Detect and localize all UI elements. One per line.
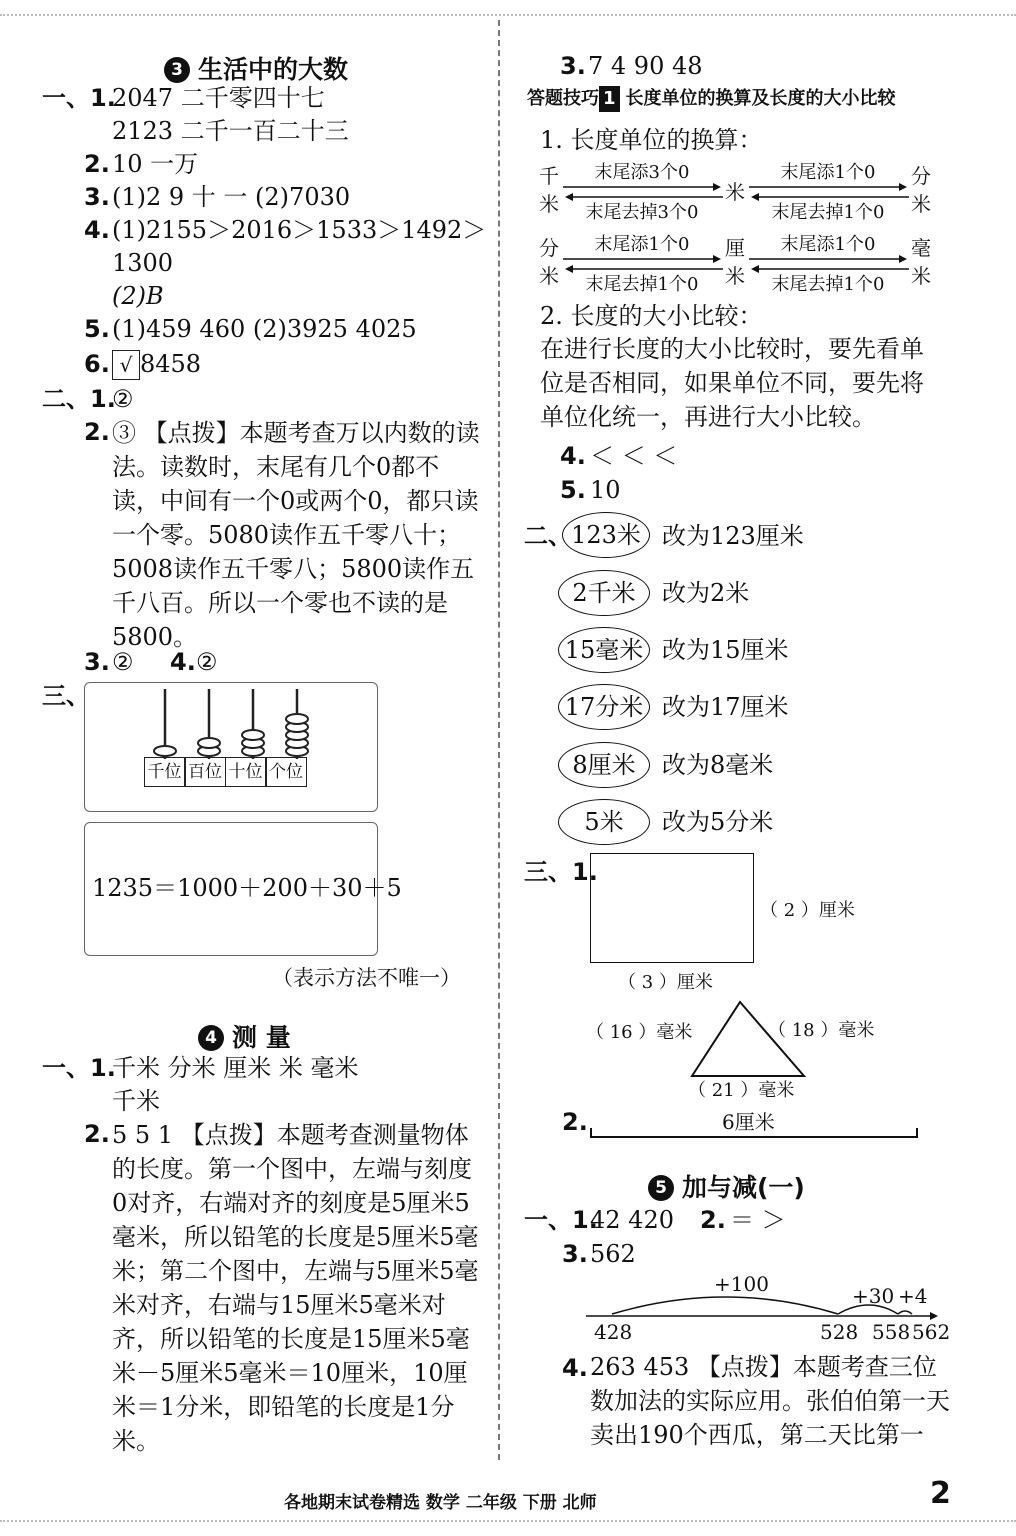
tip-badge: 答题技巧 bbox=[527, 88, 599, 109]
place-label: 千位 bbox=[144, 757, 186, 787]
correction-text: 改为17厘米 bbox=[662, 693, 789, 721]
section-number: 3 bbox=[164, 57, 190, 83]
arrow-label: 末尾添3个0 bbox=[594, 162, 690, 183]
double-arrow-icon bbox=[749, 254, 909, 274]
q-label: 4. bbox=[84, 216, 110, 244]
correction-text: 改为15厘米 bbox=[662, 636, 789, 664]
footer-text: 各地期末试卷精选 数学 二年级 下册 北师 bbox=[284, 1493, 597, 1513]
tip-text: 在进行长度的大小比较时，要先看单位是否相同，如果单位不同，要先将单位化统一，再进行大小比较。 bbox=[540, 335, 924, 431]
answer-text: 千米 分米 厘米 米 毫米 bbox=[112, 1054, 359, 1082]
double-arrow-icon bbox=[563, 254, 723, 274]
q-label: 4. bbox=[170, 648, 196, 676]
arrow-label: 末尾添1个0 bbox=[780, 162, 876, 183]
page-number: 2 bbox=[930, 1476, 951, 1511]
section-3-heading bbox=[164, 50, 348, 86]
q-label: 2. bbox=[562, 1108, 588, 1136]
dimension-label: （ 18 ）毫米 bbox=[768, 1020, 875, 1041]
line-segment bbox=[590, 1128, 918, 1138]
q-label: 5. bbox=[560, 476, 586, 504]
tip-title: 长度单位的换算及长度的大小比较 bbox=[625, 88, 896, 109]
check-mark-box: √ bbox=[112, 350, 140, 380]
section-title: 生活中的大数 bbox=[198, 55, 349, 84]
circled-error: 8厘米 bbox=[558, 742, 650, 788]
tick-label: 428 bbox=[594, 1320, 633, 1344]
section-5-heading bbox=[648, 1168, 805, 1204]
q-label: 一、1. bbox=[42, 1054, 116, 1082]
q-label: 3. bbox=[84, 648, 110, 676]
answer-text: 7 4 90 48 bbox=[588, 52, 703, 80]
unit-label: 千米 bbox=[539, 164, 559, 216]
answer-text: 10 一万 bbox=[112, 150, 199, 178]
place-value-labels bbox=[145, 757, 307, 787]
dimension-label: （ 2 ）厘米 bbox=[760, 900, 855, 921]
double-arrow-icon bbox=[749, 182, 909, 202]
circled-error: 123米 bbox=[562, 512, 650, 558]
answer-text: 2123 二千一百二十三 bbox=[112, 117, 349, 145]
explanation-text: 5 5 1 【点拨】本题考查测量物体的长度。第一个图中，左端与刻度0对齐，右端对齐的刻度是5厘米5毫米，所以铅笔的长度是5厘米5毫米；第二个图中，左端与5厘米5毫米对齐，右端与15厘米5毫米对齐，所以铅笔的长度是15厘米5毫米－5厘米5毫米＝10厘米，10厘米＝1分米，即铅笔的长度是1分米。 bbox=[112, 1121, 479, 1455]
column-divider bbox=[498, 20, 500, 1460]
conversion-row-2 bbox=[535, 230, 947, 298]
tick-label: 558 bbox=[872, 1320, 911, 1344]
place-label: 百位 bbox=[184, 757, 226, 787]
arrow-label: 末尾去掉1个0 bbox=[771, 274, 885, 295]
q-label: 6. bbox=[84, 350, 110, 378]
answer-text: ＝ ＞ bbox=[730, 1206, 786, 1234]
arrow-label: 末尾添1个0 bbox=[594, 234, 690, 255]
explanation-text: ③ 【点拨】本题考查万以内数的读法。读数时，末尾有几个0都不读，中间有一个0或两个0，都只读一个零。5080读作五千零八十；5008读作五千零八；5800读作五千八百。所以一个零也不读的是5800。 bbox=[112, 419, 480, 651]
unit-label: 米 bbox=[725, 180, 745, 204]
conversion-row-1 bbox=[535, 158, 947, 226]
circled-error: 2千米 bbox=[558, 570, 650, 616]
correction-text: 改为8毫米 bbox=[662, 751, 774, 779]
jump-label: +4 bbox=[898, 1284, 928, 1308]
dimension-label: （ 16 ）毫米 bbox=[586, 1022, 693, 1043]
circled-error: 15毫米 bbox=[558, 627, 650, 673]
answer-text: 562 bbox=[590, 1240, 636, 1268]
correction-text: 改为2米 bbox=[662, 579, 750, 607]
correction-text: 改为5分米 bbox=[662, 808, 774, 836]
explanation-text: 263 453 【点拨】本题考查三位数加法的实际应用。张伯伯第一天卖出190个西瓜，第二天比第一 bbox=[590, 1353, 950, 1449]
q-label: 2. bbox=[700, 1206, 726, 1234]
tip-heading bbox=[527, 86, 896, 112]
arrow-label: 末尾去掉1个0 bbox=[585, 274, 699, 295]
answer-text: 千米 bbox=[112, 1087, 160, 1115]
q-label: 4. bbox=[562, 1354, 588, 1382]
q-label: 一、1. bbox=[524, 1206, 598, 1234]
section-title: 加与减(一) bbox=[682, 1173, 805, 1202]
dimension-label: （ 3 ）厘米 bbox=[618, 972, 713, 993]
arrow-label: 末尾去掉3个0 bbox=[585, 202, 699, 223]
arrow-label: 末尾去掉1个0 bbox=[771, 202, 885, 223]
segment-label: 6厘米 bbox=[722, 1110, 775, 1134]
answer-text: 10 bbox=[590, 476, 621, 504]
rectangle-figure bbox=[590, 853, 754, 963]
jump-label: +30 bbox=[852, 1284, 895, 1308]
double-arrow-icon bbox=[563, 182, 723, 202]
section-title: 测 量 bbox=[232, 1023, 291, 1052]
unit-label: 毫米 bbox=[911, 236, 931, 288]
answer-text: ＜ ＜ ＜ bbox=[590, 442, 678, 470]
tip-subheading: 2. 长度的大小比较： bbox=[540, 302, 763, 330]
q-label: 二、1. bbox=[42, 385, 116, 413]
answer-text bbox=[112, 348, 201, 380]
q-label: 2. bbox=[84, 1120, 110, 1148]
q-label: 2. bbox=[84, 418, 110, 446]
arrow-label: 末尾添1个0 bbox=[780, 234, 876, 255]
section-number: 5 bbox=[648, 1175, 674, 1201]
q-label: 3. bbox=[562, 1240, 588, 1268]
answer-text: 1300 bbox=[112, 249, 174, 277]
unit-label: 分米 bbox=[539, 236, 559, 288]
equation-text: 1235＝1000＋200＋30＋5 bbox=[92, 874, 402, 902]
abacus-box bbox=[84, 682, 378, 812]
q-label: 三、 bbox=[42, 682, 90, 710]
unit-label: 分米 bbox=[911, 164, 931, 216]
place-label: 个位 bbox=[265, 757, 307, 787]
abacus-drawing bbox=[85, 683, 377, 811]
place-label: 十位 bbox=[225, 757, 267, 787]
q-label: 4. bbox=[560, 442, 586, 470]
correction-text: 改为123厘米 bbox=[662, 522, 804, 550]
answer-text: ② bbox=[112, 648, 134, 676]
circled-error: 5米 bbox=[558, 799, 650, 845]
tip-number: 1 bbox=[599, 86, 620, 112]
q-label: 2. bbox=[84, 150, 110, 178]
section-number: 4 bbox=[198, 1025, 224, 1051]
answer-value: 8458 bbox=[140, 350, 202, 378]
answer-text: 42 420 bbox=[590, 1206, 674, 1234]
q-label: 三、1. bbox=[524, 858, 598, 886]
tick-label: 562 bbox=[912, 1320, 951, 1344]
note-text: （表示方法不唯一） bbox=[272, 966, 461, 990]
bottom-decoration bbox=[0, 1520, 1016, 1534]
q-label: 一、1. bbox=[42, 84, 116, 112]
q-label: 3. bbox=[84, 183, 110, 211]
dimension-label: （ 21 ）毫米 bbox=[688, 1080, 795, 1101]
answer-text: ② bbox=[196, 648, 218, 676]
tick-label: 528 bbox=[820, 1320, 859, 1344]
section-4-heading bbox=[198, 1018, 291, 1054]
q-label: 3. bbox=[560, 52, 586, 80]
answer-text: (2)B bbox=[112, 282, 164, 310]
answer-text: (1)2155＞2016＞1533＞1492＞ bbox=[112, 216, 487, 244]
answer-text: (1)459 460 (2)3925 4025 bbox=[112, 315, 417, 343]
circled-error: 17分米 bbox=[558, 684, 650, 730]
q-label: 二、 bbox=[524, 522, 572, 550]
answer-text: ② bbox=[112, 385, 134, 413]
q-label: 5. bbox=[84, 315, 110, 343]
answer-text: 2047 二千零四十七 bbox=[112, 84, 325, 112]
top-decoration bbox=[0, 0, 1016, 16]
answer-text: (1)2 9 十 一 (2)7030 bbox=[112, 183, 351, 211]
jump-label: +100 bbox=[714, 1272, 769, 1296]
unit-label: 厘米 bbox=[725, 236, 745, 288]
tip-subheading: 1. 长度单位的换算： bbox=[540, 126, 763, 154]
